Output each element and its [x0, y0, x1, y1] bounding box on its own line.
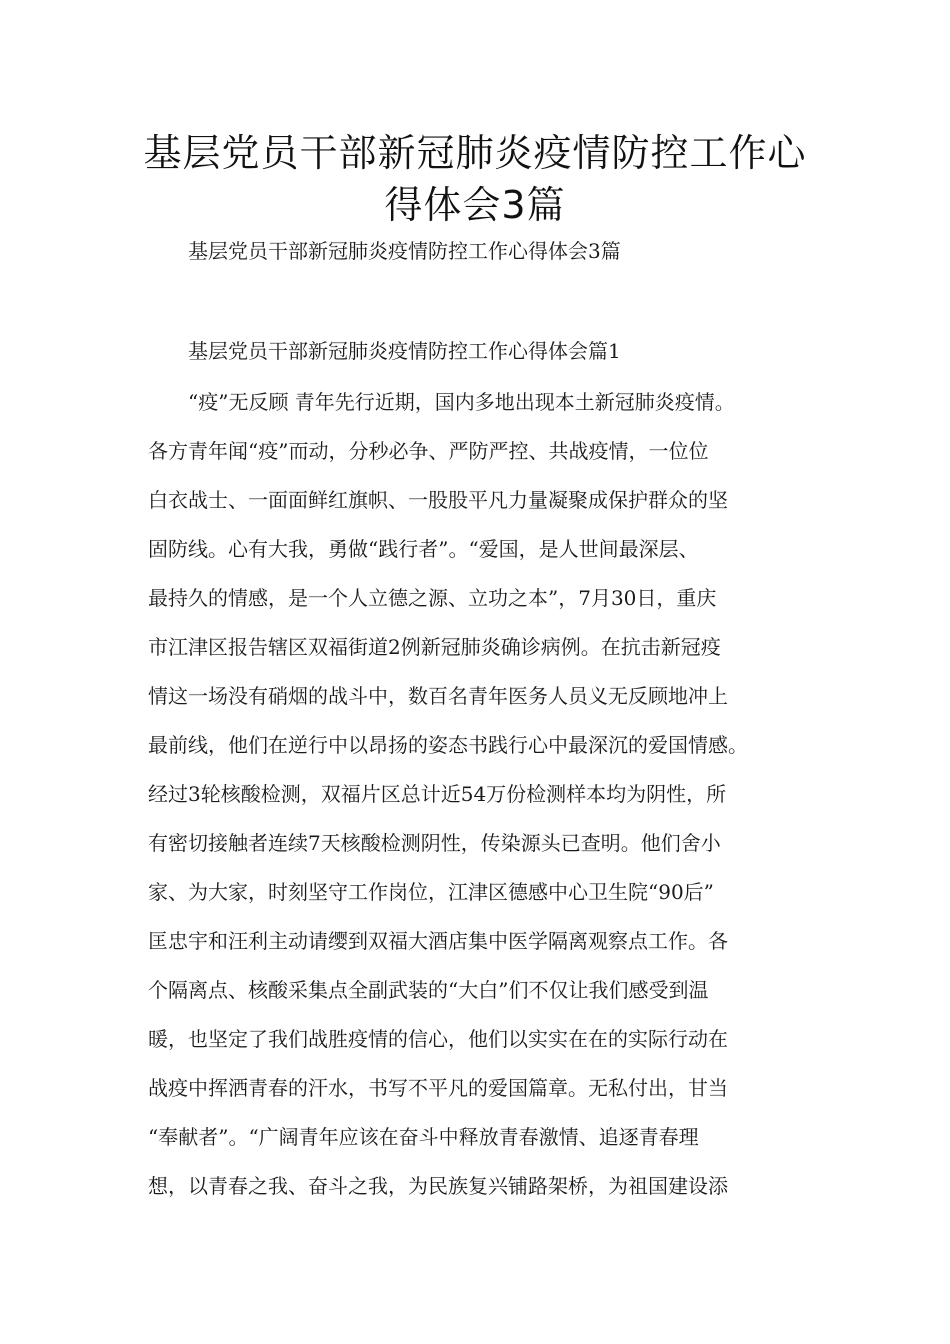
- body-line: 个隔离点、核酸采集点全副武装的“大白”们不仅让我们感受到温: [148, 978, 709, 1002]
- body-line: 暖，也坚定了我们战胜疫情的信心，他们以实实在在的实际行动在: [148, 1027, 728, 1051]
- document-title-line-2: 得体会3篇: [384, 183, 566, 227]
- body-line: 战疫中挥洒青春的汗水，书写不平凡的爱国篇章。无私付出，甘当: [148, 1076, 728, 1100]
- body-line: 家、为大家，时刻坚守工作岗位，江津区德感中心卫生院“90后”: [148, 880, 714, 904]
- body-line: 匡忠宇和汪利主动请缨到双福大酒店集中医学隔离观察点工作。各: [148, 929, 728, 953]
- document-subtitle: 基层党员干部新冠肺炎疫情防控工作心得体会3篇: [188, 239, 621, 263]
- body-line: 想，以青春之我、奋斗之我，为民族复兴铺路架桥，为祖国建设添: [148, 1174, 728, 1198]
- document-title-line-1: 基层党员干部新冠肺炎疫情防控工作心: [143, 131, 807, 175]
- body-line: 最持久的情感，是一个人立德之源、立功之本”，7月30日，重庆: [148, 586, 717, 610]
- body-line: “疫”无反顾 青年先行近期，国内多地出现本土新冠肺炎疫情。: [188, 390, 735, 414]
- body-paragraph: [148, 378, 848, 1211]
- body-line: 经过3轮核酸检测，双福片区总计近54万份检测样本均为阴性，所: [148, 782, 727, 806]
- body-line: 白衣战士、一面面鲜红旗帜、一股股平凡力量凝聚成保护群众的坚: [148, 488, 728, 512]
- body-line: “奉献者”。“广阔青年应该在奋斗中释放青春激情、追逐青春理: [148, 1125, 699, 1149]
- body-line: 最前线，他们在逆行中以昂扬的姿态书践行心中最深沉的爱国情感。: [148, 733, 748, 757]
- body-line: 固防线。心有大我，勇做“践行者”。“爱国，是人世间最深层、: [148, 537, 699, 561]
- body-line: 各方青年闻“疫”而动，分秒必争、严防严控、共战疫情，一位位: [148, 439, 709, 463]
- section-heading: 基层党员干部新冠肺炎疫情防控工作心得体会篇1: [188, 339, 621, 363]
- body-line: 有密切接触者连续7天核酸检测阴性，传染源头已查明。他们舍小: [148, 831, 721, 855]
- body-line: 市江津区报告辖区双福街道2例新冠肺炎确诊病例。在抗击新冠疫: [148, 635, 721, 659]
- body-line: 情这一场没有硝烟的战斗中，数百名青年医务人员义无反顾地冲上: [148, 684, 728, 708]
